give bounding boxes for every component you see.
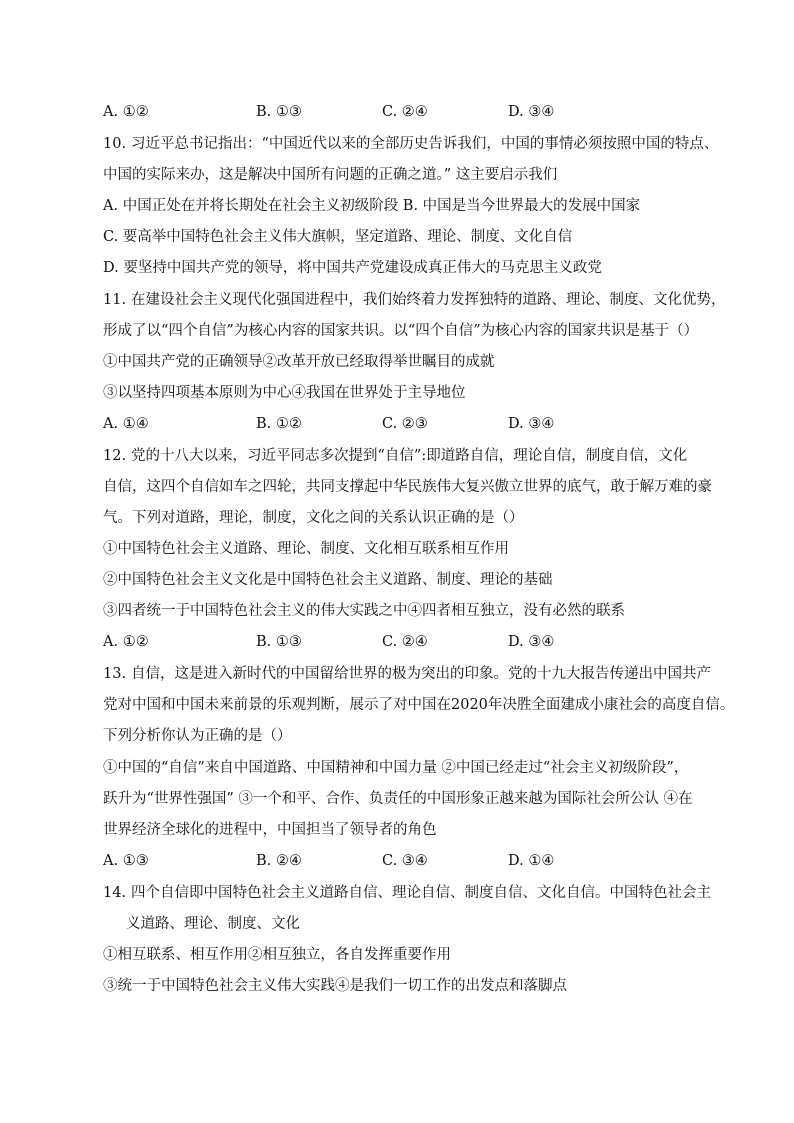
q14-item-line-2: ③统一于中国特色社会主义伟大实践④是我们一切工作的出发点和落脚点 xyxy=(103,978,567,994)
q11-option-b[interactable]: B. ①② xyxy=(256,416,302,432)
q12-item-line-1: ①中国特色社会主义道路、理论、制度、文化相互联系相互作用 xyxy=(103,541,509,557)
q14-stem-line-2: 义道路、理论、制度、文化 xyxy=(126,916,300,932)
q10-choice-d[interactable]: D. 要坚持中国共产党的领导，将中国共产党建设成真正伟大的马克思主义政党 xyxy=(103,260,602,276)
q13-options xyxy=(103,851,623,871)
q10-stem-line-1: 10. 习近平总书记指出：“中国近代以来的全部历史告诉我们，中国的事情必须按照中国的特点、 xyxy=(103,136,719,152)
q13-stem-line-2: 党对中国和中国未来前景的乐观判断，展示了对中国在2020年决胜全面建成小康社会的高度自信。 xyxy=(103,697,735,713)
q11-item-line-1: ①中国共产党的正确领导②改革开放已经取得举世瞩目的成就 xyxy=(103,354,495,370)
q11-stem-line-2: 形成了以“四个自信”为核心内容的国家共识。以“四个自信”为核心内容的国家共识是基于（） xyxy=(103,323,699,339)
q12-item-line-3: ③四者统一于中国特色社会主义的伟大实践之中④四者相互独立，没有必然的联系 xyxy=(103,603,625,619)
q11-number: 11. xyxy=(103,292,127,308)
q12-option-b[interactable]: B. ①③ xyxy=(256,634,302,650)
q9-option-a[interactable]: A. ①② xyxy=(103,104,149,120)
q12-option-c[interactable]: C. ②④ xyxy=(382,634,428,650)
q12-item-line-2: ②中国特色社会主义文化是中国特色社会主义道路、制度、理论的基础 xyxy=(103,572,553,588)
q13-item-line-2: 跃升为“世界性强国” ③一个和平、合作、负责任的中国形象正越来越为国际社会所公认 ④在 xyxy=(103,791,693,807)
q14-stem-line-1: 14. 四个自信即中国特色社会主义道路自信、理论自信、制度自信、文化自信。中国特色社会主 xyxy=(103,885,711,901)
q10-number: 10. xyxy=(103,136,127,152)
q11-option-d[interactable]: D. ③④ xyxy=(508,416,555,432)
q11-item-line-2: ③以坚持四项基本原则为中心④我国在世界处于主导地位 xyxy=(103,385,466,401)
q11-stem-line-1: 11. 在建设社会主义现代化强国进程中，我们始终着力发挥独特的道路、理论、制度、文化优势， xyxy=(103,292,726,308)
q9-option-d[interactable]: D. ③④ xyxy=(508,104,555,120)
q11-option-a[interactable]: A. ①④ xyxy=(103,416,149,432)
q12-stem-line-2: 自信，这四个自信如车之四轮，共同支撑起中华民族伟大复兴傲立世界的底气，敢于解万难的豪 xyxy=(103,479,712,495)
q12-option-d[interactable]: D. ③④ xyxy=(508,634,555,650)
q9-options xyxy=(103,102,623,122)
q13-option-b[interactable]: B. ②④ xyxy=(256,853,302,869)
q11-option-c[interactable]: C. ②③ xyxy=(382,416,428,432)
q14-number: 14. xyxy=(103,885,127,901)
q13-option-c[interactable]: C. ③④ xyxy=(382,853,428,869)
q14-item-line-1: ①相互联系、相互作用②相互独立，各自发挥重要作用 xyxy=(103,947,451,963)
q13-option-d[interactable]: D. ①④ xyxy=(508,853,555,869)
q13-item-line-1: ①中国的“自信”来自中国道路、中国精神和中国力量 ②中国已经走过“社会主义初级阶段”， xyxy=(103,760,689,776)
q11-options xyxy=(103,414,623,434)
q10-stem-line-2: 中国的实际来办，这是解决中国所有问题的正确之道。” 这主要启示我们 xyxy=(103,167,558,183)
q13-number: 13. xyxy=(103,666,127,682)
q12-number: 12. xyxy=(103,448,127,464)
q12-option-a[interactable]: A. ①② xyxy=(103,634,149,650)
q12-options xyxy=(103,632,623,652)
q12-stem-line-1: 12. 党的十八大以来，习近平同志多次提到“自信”:即道路自信，理论自信，制度自信，文化 xyxy=(103,448,688,464)
q10-choice-a-b[interactable]: A. 中国正处在并将长期处在社会主义初级阶段 B. 中国是当今世界最大的发展中国家 xyxy=(103,198,641,214)
q9-option-b[interactable]: B. ①③ xyxy=(256,104,302,120)
q9-option-c[interactable]: C. ②④ xyxy=(382,104,428,120)
q13-stem-line-1: 13. 自信，这是进入新时代的中国留给世界的极为突出的印象。党的十九大报告传递出中国共产 xyxy=(103,666,711,682)
q12-stem-line-3: 气。下列对道路，理论，制度，文化之间的关系认识正确的是（） xyxy=(103,510,524,526)
q10-choice-c[interactable]: C. 要高举中国特色社会主义伟大旗帜，坚定道路、理论、制度、文化自信 xyxy=(103,229,573,245)
q13-option-a[interactable]: A. ①③ xyxy=(103,853,149,869)
q13-item-line-3: 世界经济全球化的进程中，中国担当了领导者的角色 xyxy=(103,822,437,838)
q13-stem-line-3: 下列分析你认为正确的是（） xyxy=(103,728,292,744)
